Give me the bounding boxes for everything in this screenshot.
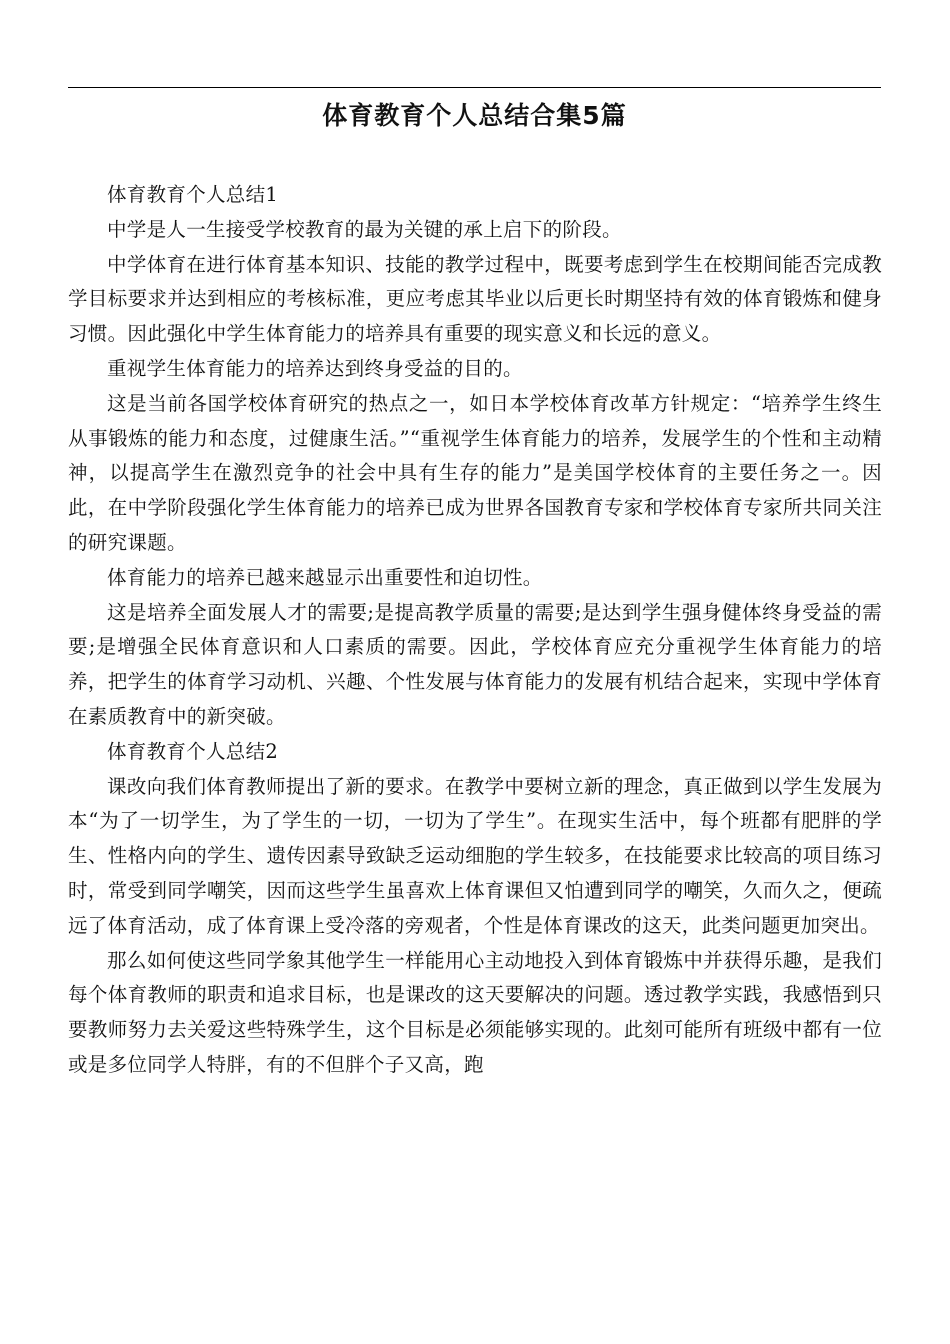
paragraph: 中学体育在进行体育基本知识、技能的教学过程中，既要考虑到学生在校期间能否完成教学目标要求并达到相应的考核标准，更应考虑其毕业以后更长时期坚持有效的体育锻炼和健身习惯。因此强化中学生体育能力的培养具有重要的现实意义和长远的意义。 (68, 252, 882, 346)
paragraph: 课改向我们体育教师提出了新的要求。在教学中要树立新的理念，真正做到以学生发展为本“为了一切学生，为了学生的一切，一切为了学生”。在现实生活中，每个班都有肥胖的学生、性格内向的学生、遗传因素导致缺乏运动细胞的学生较多，在技能要求比较高的项目练习时，常受到同学嘲笑，因而这些学生虽喜欢上体育课但又怕遭到同学的嘲笑，久而久之，便疏远了体育活动，成了体育课上受冷落的旁观者，个性是体育课改的这天，此类问题更加突出。 (68, 774, 882, 937)
paragraph: 中学是人一生接受学校教育的最为关键的承上启下的阶段。 (107, 217, 622, 241)
paragraph: 那么如何使这些同学象其他学生一样能用心主动地投入到体育锻炼中并获得乐趣，是我们每个体育教师的职责和追求目标，也是课改的这天要解决的问题。透过教学实践，我感悟到只要教师努力去关爱这些特殊学生，这个目标是必须能够实现的。此刻可能所有班级中都有一位或是多位同学人特胖，有的不但胖个子又高，跑 (68, 948, 882, 1076)
paragraph: 这是培养全面发展人才的需要;是提高教学质量的需要;是达到学生强身健体终身受益的需要;是增强全民体育意识和人口素质的需要。因此，学校体育应充分重视学生体育能力的培养，把学生的体育学习动机、兴趣、个性发展与体育能力的发展有机结合起来，实现中学体育在素质教育中的新突破。 (68, 600, 882, 728)
section-heading-1: 体育教育个人总结1 (107, 183, 279, 206)
document-body (68, 178, 882, 1083)
header-rule (68, 87, 881, 88)
paragraph: 这是当前各国学校体育研究的热点之一，如日本学校体育改革方针规定：“培养学生终生从事锻炼的能力和态度，过健康生活。”“重视学生体育能力的培养，发展学生的个性和主动精神，以提高学生在激烈竞争的社会中具有生存的能力”是美国学校体育的主要任务之一。因此，在中学阶段强化学生体育能力的培养已成为世界各国教育专家和学校体育专家所共同关注的研究课题。 (68, 391, 882, 554)
document-title: 体育教育个人总结合集5篇 (322, 101, 627, 130)
section-heading-2: 体育教育个人总结2 (107, 739, 279, 763)
paragraph: 重视学生体育能力的培养达到终身受益的目的。 (107, 356, 523, 380)
paragraph: 体育能力的培养已越来越显示出重要性和迫切性。 (107, 565, 543, 589)
